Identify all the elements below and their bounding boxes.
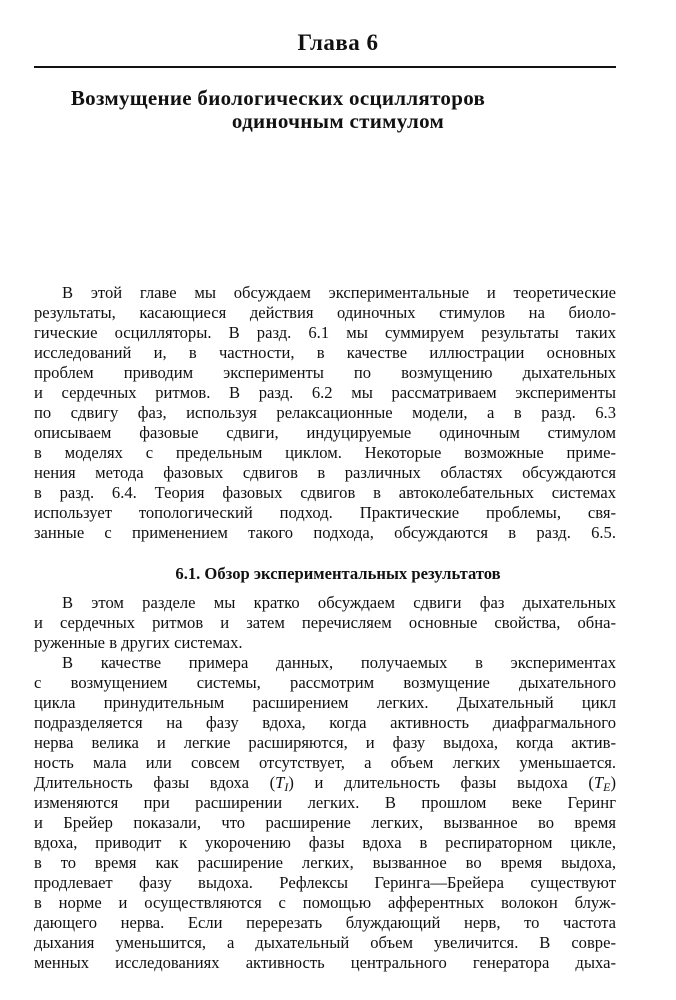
text-line-formula: Длительность фазы вдоха $(T_I)$ и длительность фазы выдоха $(T_E)$ [34, 773, 617, 794]
text-line: изменяются при расширении легких. В прошлом веке Геринг [34, 793, 616, 812]
text-line: описываем фазовые сдвиги, индуцируемые одиночным стимулом [34, 423, 616, 442]
text-line: дающего нерва. Если перерезать блуждающий нерв, то частота [34, 913, 616, 932]
text-line: занные с применением такого подхода, обсуждаются в разд. 6.5. [34, 523, 616, 542]
text-line: результаты, касающиеся действия одиночных стимулов на биоло- [34, 303, 616, 322]
text-line: и сердечных ритмов. В разд. 6.2 мы рассматриваем эксперименты [34, 383, 616, 402]
text-line: по сдвигу фаз, используя релаксационные модели, а в разд. 6.3 [34, 403, 616, 422]
text-line: в моделях с предельным циклом. Некоторые возможные приме- [34, 443, 616, 462]
text-line: менных исследованиях активность центрального генератора дыха- [34, 953, 616, 972]
heading-rule [34, 66, 616, 68]
text-line: В этой главе мы обсуждаем экспериментальные и теоретические [62, 283, 616, 302]
text-line: гические осцилляторы. В разд. 6.1 мы суммируем результаты таких [34, 323, 616, 342]
text-line: руженные в других системах. [34, 633, 243, 652]
text-line: проблем приводим эксперименты по возмущению дыхательных [34, 363, 616, 382]
chapter-title-line-2: одиночным стимулом [231, 109, 445, 133]
text-line: с возмущением системы, рассмотрим возмущение дыхательного [34, 673, 616, 692]
text-line: В качестве примера данных, получаемых в экспериментах [62, 653, 616, 672]
text-line: вдоха, приводит к укорочению фазы вдоха в респираторном цикле, [34, 833, 616, 852]
text-line: нения метода фазовых сдвигов в различных областях обсуждаются [34, 463, 616, 482]
text-line: продлевает фазу выдоха. Рефлексы Геринга—Брейера существуют [34, 873, 616, 892]
text-line: В этом разделе мы кратко обсуждаем сдвиги фаз дыхательных [62, 593, 616, 612]
text-line: ность мала или совсем отсутствует, а объем легких уменьшается. [34, 753, 616, 772]
chapter-heading: Глава 6 [297, 30, 379, 55]
chapter-title-line-1: Возмущение биологических осцилляторов [70, 86, 486, 110]
text-line: цикла принудительным расширением легких. Дыхательный цикл [34, 693, 616, 712]
text-line: подразделяется на фазу вдоха, когда активность диафрагмального [34, 713, 616, 732]
text-line: использует топологический подход. Практические проблемы, свя- [34, 503, 616, 522]
text-line: в норме и осуществляются с помощью афферентных волокон блуж- [34, 893, 616, 912]
text-line: в то время как расширение легких, вызванное во время выдоха, [34, 853, 616, 872]
text-line: дыхания уменьшится, а дыхательный объем увеличится. В совре- [34, 933, 616, 952]
text-line: и сердечных ритмов и затем перечисляем основные свойства, обна- [34, 613, 616, 632]
text-line: и Брейер показали, что расширение легких, вызванное во время [34, 813, 616, 832]
text-line: исследований и, в частности, в качестве иллюстрации основных [34, 343, 616, 362]
text-line: нерва велика и легкие расширяются, и фазу выдоха, когда актив- [34, 733, 616, 752]
text-line: в разд. 6.4. Теория фазовых сдвигов в автоколебательных системах [34, 483, 616, 502]
section-heading: 6.1. Обзор экспериментальных результатов [175, 564, 501, 583]
